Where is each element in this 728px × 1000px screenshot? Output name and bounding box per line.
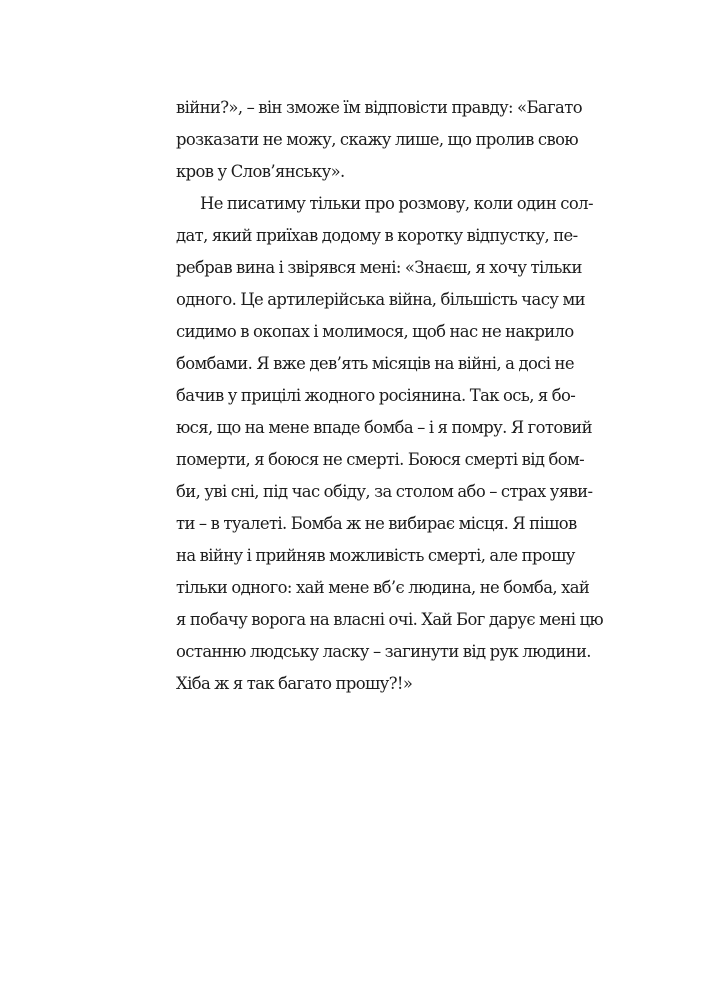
text-line: останню людську ласку – загинути від рук людини. bbox=[176, 642, 591, 661]
text-line: дат, який приїхав додому в коротку відпустку, пе- bbox=[176, 226, 578, 245]
text-line: юся, що на мене впаде бомба – і я помру. Я готовий bbox=[176, 418, 592, 437]
body-text bbox=[176, 92, 604, 700]
text-line: на війну і прийняв можливість смерті, але прошу bbox=[176, 546, 575, 565]
text-line: бачив у прицілі жодного росіянина. Так ось, я бо- bbox=[176, 386, 576, 405]
text-line: кров у Слов’янську». bbox=[176, 162, 345, 181]
text-line: розказати не можу, скажу лише, що пролив свою bbox=[176, 130, 579, 149]
text-line: померти, я боюся не смерті. Боюся смерті від бом- bbox=[176, 450, 585, 469]
text-line: я побачу ворога на власні очі. Хай Бог дарує мені цю bbox=[176, 610, 604, 629]
text-line: Не писатиму тільки про розмову, коли один сол- bbox=[200, 194, 593, 213]
text-line: ребрав вина і звірявся мені: «Знаєш, я хочу тільки bbox=[176, 258, 582, 277]
text-line: сидимо в окопах і молимося, щоб нас не накрило bbox=[176, 322, 574, 341]
text-line: ти – в туалеті. Бомба ж не вибирає місця. Я пішов bbox=[176, 514, 577, 533]
text-line: тільки одного: хай мене вб’є людина, не бомба, хай bbox=[176, 578, 590, 597]
text-line: би, уві сні, під час обіду, за столом або – страх уяви- bbox=[176, 482, 593, 501]
text-line: одного. Це артилерійська війна, більшість часу ми bbox=[176, 290, 585, 309]
text-line: війни?», – він зможе їм відповісти правду: «Багато bbox=[176, 98, 582, 117]
text-line: Хіба ж я так багато прошу?!» bbox=[176, 674, 413, 693]
text-line: бомбами. Я вже дев’ять місяців на війні, а досі не bbox=[176, 354, 574, 373]
